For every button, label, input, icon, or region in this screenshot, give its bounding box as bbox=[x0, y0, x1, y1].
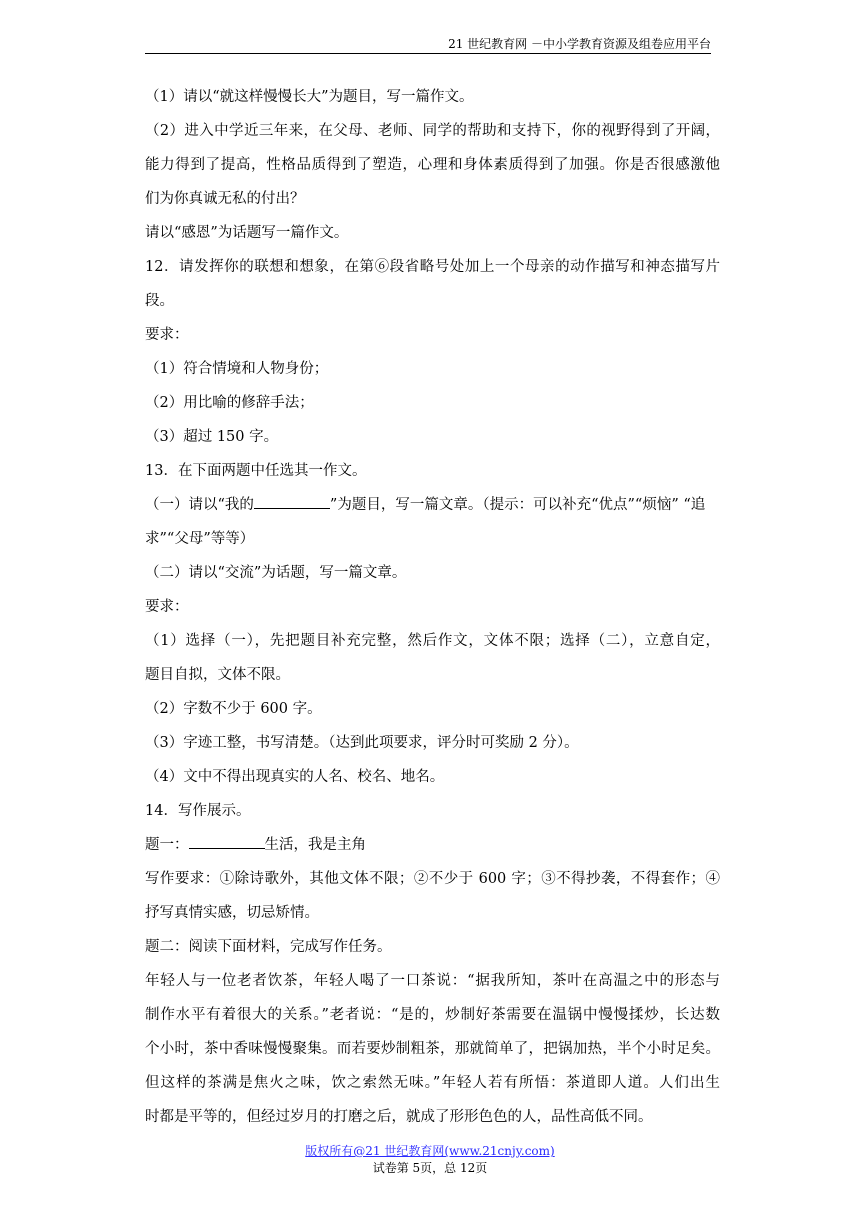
text-line: 能力得到了提高，性格品质得到了塑造，心理和身体素质得到了加强。你是否很感激他 bbox=[145, 157, 720, 173]
fill-blank bbox=[254, 491, 330, 509]
text-line: 们为你真诚无私的付出？ bbox=[145, 191, 305, 207]
text-line bbox=[145, 488, 720, 522]
page-header bbox=[145, 36, 711, 54]
text-line: （3）超过 150 字。 bbox=[145, 429, 279, 445]
text-line: 题目自拟，文体不限。 bbox=[145, 667, 290, 683]
text-line: 段。 bbox=[145, 293, 174, 309]
text-segment: 题一： bbox=[145, 837, 189, 853]
text-line: （4）文中不得出现真实的人名、校名、地名。 bbox=[145, 769, 445, 785]
text-line: （1）选择（一），先把题目补充完整，然后作文，文体不限；选择（二），立意自定， bbox=[145, 633, 720, 649]
header-site-text: 21 世纪教育网 －中小学教育资源及组卷应用平台 bbox=[448, 37, 711, 51]
text-line: （3）字迹工整，书写清楚。（达到此项要求，评分时可奖励 2 分）。 bbox=[145, 735, 579, 751]
text-line: （1）请以“就这样慢慢长大”为题目，写一篇作文。 bbox=[145, 89, 474, 105]
question-14: 14．写作展示。 bbox=[145, 803, 251, 819]
text-segment: ”为题目，写一篇文章。（提示：可以补充“优点”“烦恼” “追 bbox=[329, 497, 706, 513]
text-line: 要求： bbox=[145, 599, 189, 615]
text-segment: 生活，我是主角 bbox=[264, 837, 366, 853]
text-line: 要求： bbox=[145, 327, 189, 343]
document-body bbox=[145, 80, 720, 1134]
text-line: 制作水平有着很大的关系。”老者说：“是的，炒制好茶需要在温锅中慢慢揉炒，长达数 bbox=[145, 1007, 720, 1023]
question-13: 13．在下面两题中任选其一作文。 bbox=[145, 463, 367, 479]
text-segment: （一）请以“我的 bbox=[145, 497, 254, 513]
text-line: 但这样的茶满是焦火之味，饮之索然无味。”年轻人若有所悟：茶道即人道。人们出生 bbox=[145, 1075, 720, 1091]
text-line: 个小时，茶中香味慢慢聚集。而若要炒制粗茶，那就简单了，把锅加热，半个小时足矣。 bbox=[145, 1041, 720, 1057]
text-line: （1）符合情境和人物身份； bbox=[145, 361, 329, 377]
text-line bbox=[145, 828, 720, 862]
text-line: （2）进入中学近三年来，在父母、老师、同学的帮助和支持下，你的视野得到了开阔， bbox=[145, 123, 720, 139]
text-line: 求”“父母”等等） bbox=[145, 531, 255, 547]
text-line: 时都是平等的，但经过岁月的打磨之后，就成了形形色色的人，品性高低不同。 bbox=[145, 1109, 653, 1125]
text-line: （二）请以“交流”为话题，写一篇文章。 bbox=[145, 565, 407, 581]
text-line: 写作要求：①除诗歌外，其他文体不限；②不少于 600 字；③不得抄袭，不得套作；④ bbox=[145, 871, 720, 887]
text-line: （2）用比喻的修辞手法； bbox=[145, 395, 314, 411]
text-line: 题二：阅读下面材料，完成写作任务。 bbox=[145, 939, 392, 955]
copyright-link[interactable]: 版权所有@21 世纪教育网(www.21cnjy.com) bbox=[305, 1144, 555, 1158]
page-number: 试卷第 5页，总 12页 bbox=[372, 1161, 488, 1175]
text-line: 年轻人与一位老者饮茶，年轻人喝了一口茶说：“据我所知，茶叶在高温之中的形态与 bbox=[145, 973, 720, 989]
fill-blank bbox=[189, 831, 265, 849]
text-line: 抒写真情实感，切忌矫情。 bbox=[145, 905, 319, 921]
text-line: （2）字数不少于 600 字。 bbox=[145, 701, 322, 717]
question-12: 12．请发挥你的联想和想象，在第⑥段省略号处加上一个母亲的动作描写和神态描写片 bbox=[145, 259, 720, 275]
text-line: 请以“感恩”为话题写一篇作文。 bbox=[145, 225, 349, 241]
